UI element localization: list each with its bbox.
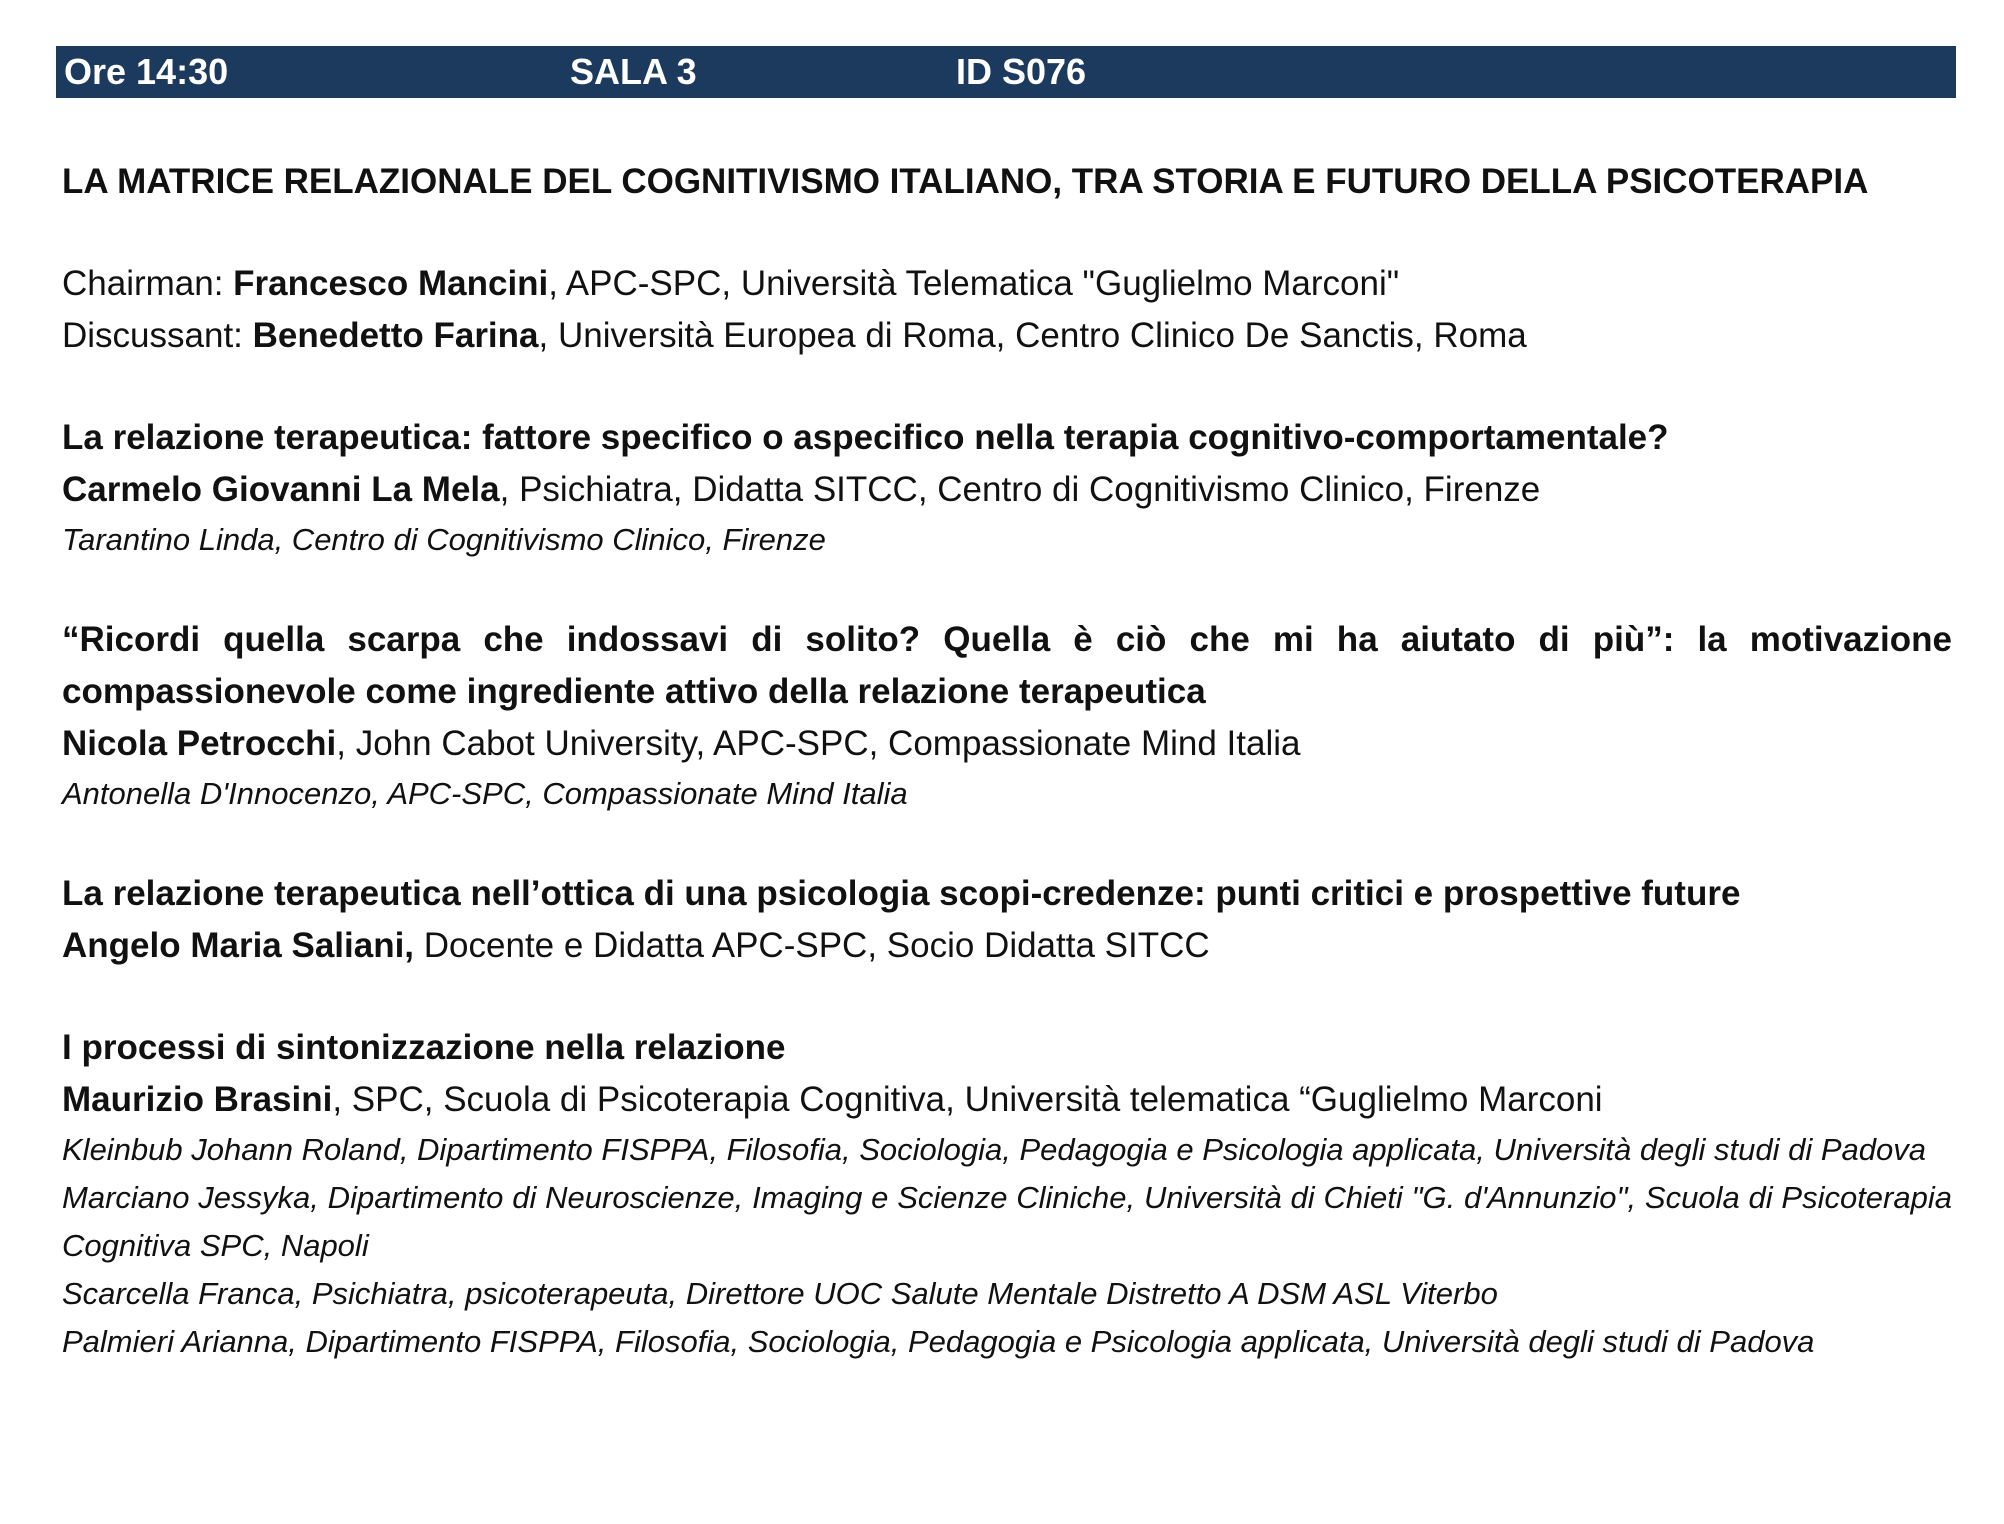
talk-4	[62, 1022, 1952, 1366]
session-id: ID S076	[956, 51, 1087, 92]
coauthor-line: Marciano Jessyka, Dipartimento di Neuroscienze, Imaging e Scienze Cliniche, Università di Chieti "G. d'Annunzio", Scuola di Psicoterapia Cognitiva SPC, Napoli	[62, 1180, 1952, 1263]
session-time: Ore 14:30	[64, 51, 229, 92]
discussant-line	[62, 310, 1952, 362]
presenter-affiliation: Docente e Didatta APC-SPC, Socio Didatta SITCC	[414, 926, 1210, 965]
chairman-label: Chairman:	[62, 264, 234, 303]
presenter-line	[62, 464, 1952, 516]
discussant-name: Benedetto Farina	[252, 316, 539, 355]
talk-3	[62, 868, 1952, 972]
presenter-line	[62, 1074, 1952, 1126]
discussant-affiliation: , Università Europea di Roma, Centro Clinico De Sanctis, Roma	[538, 316, 1527, 355]
presenter-name: Maurizio Brasini	[62, 1080, 333, 1119]
session-header-bar	[56, 46, 1956, 98]
talk-title: La relazione terapeutica nell’ottica di una psicologia scopi-credenze: punti critici e prospettive future	[62, 874, 1741, 913]
coauthor-line: Tarantino Linda, Centro di Cognitivismo Clinico, Firenze	[62, 522, 826, 557]
chairman-line	[62, 258, 1952, 310]
talk-title: “Ricordi quella scarpa che indossavi di solito? Quella è ciò che mi ha aiutato di più”: la motivazione compassionevole come ingrediente attivo della relazione terapeutica	[62, 620, 1952, 711]
coauthor-line: Scarcella Franca, Psichiatra, psicoterapeuta, Direttore UOC Salute Mentale Distretto A DSM ASL Viterbo	[62, 1276, 1498, 1311]
coauthor-line: Antonella D'Innocenzo, APC-SPC, Compassionate Mind Italia	[62, 776, 908, 811]
session-program	[62, 156, 1952, 1366]
talk-2	[62, 614, 1952, 818]
discussant-label: Discussant:	[62, 316, 253, 355]
presenter-name: Nicola Petrocchi	[62, 724, 337, 763]
session-room: SALA 3	[570, 51, 697, 92]
presenter-affiliation: , John Cabot University, APC-SPC, Compassionate Mind Italia	[336, 724, 1301, 763]
talk-1	[62, 412, 1952, 564]
presenter-name: Carmelo Giovanni La Mela	[62, 470, 500, 509]
presenter-name: Angelo Maria Saliani,	[62, 926, 415, 965]
session-title: LA MATRICE RELAZIONALE DEL COGNITIVISMO ITALIANO, TRA STORIA E FUTURO DELLA PSICOTERAPIA	[62, 162, 1869, 201]
chairman-name: Francesco Mancini	[233, 264, 549, 303]
presenter-affiliation: , Psichiatra, Didatta SITCC, Centro di Cognitivismo Clinico, Firenze	[499, 470, 1541, 509]
talk-title: La relazione terapeutica: fattore specifico o aspecifico nella terapia cognitivo-comportamentale?	[62, 418, 1669, 457]
presenter-line	[62, 718, 1952, 770]
coauthor-line: Palmieri Arianna, Dipartimento FISPPA, Filosofia, Sociologia, Pedagogia e Psicologia applicata, Università degli studi di Padova	[62, 1324, 1815, 1359]
talk-title: I processi di sintonizzazione nella relazione	[62, 1028, 786, 1067]
chairman-affiliation: , APC-SPC, Università Telematica "Guglielmo Marconi"	[548, 264, 1400, 303]
coauthor-line: Kleinbub Johann Roland, Dipartimento FISPPA, Filosofia, Sociologia, Pedagogia e Psicologia applicata, Università degli studi di Padova	[62, 1132, 1926, 1167]
presenter-affiliation: , SPC, Scuola di Psicoterapia Cognitiva, Università telematica “Guglielmo Marconi	[332, 1080, 1603, 1119]
presenter-line	[62, 920, 1952, 972]
